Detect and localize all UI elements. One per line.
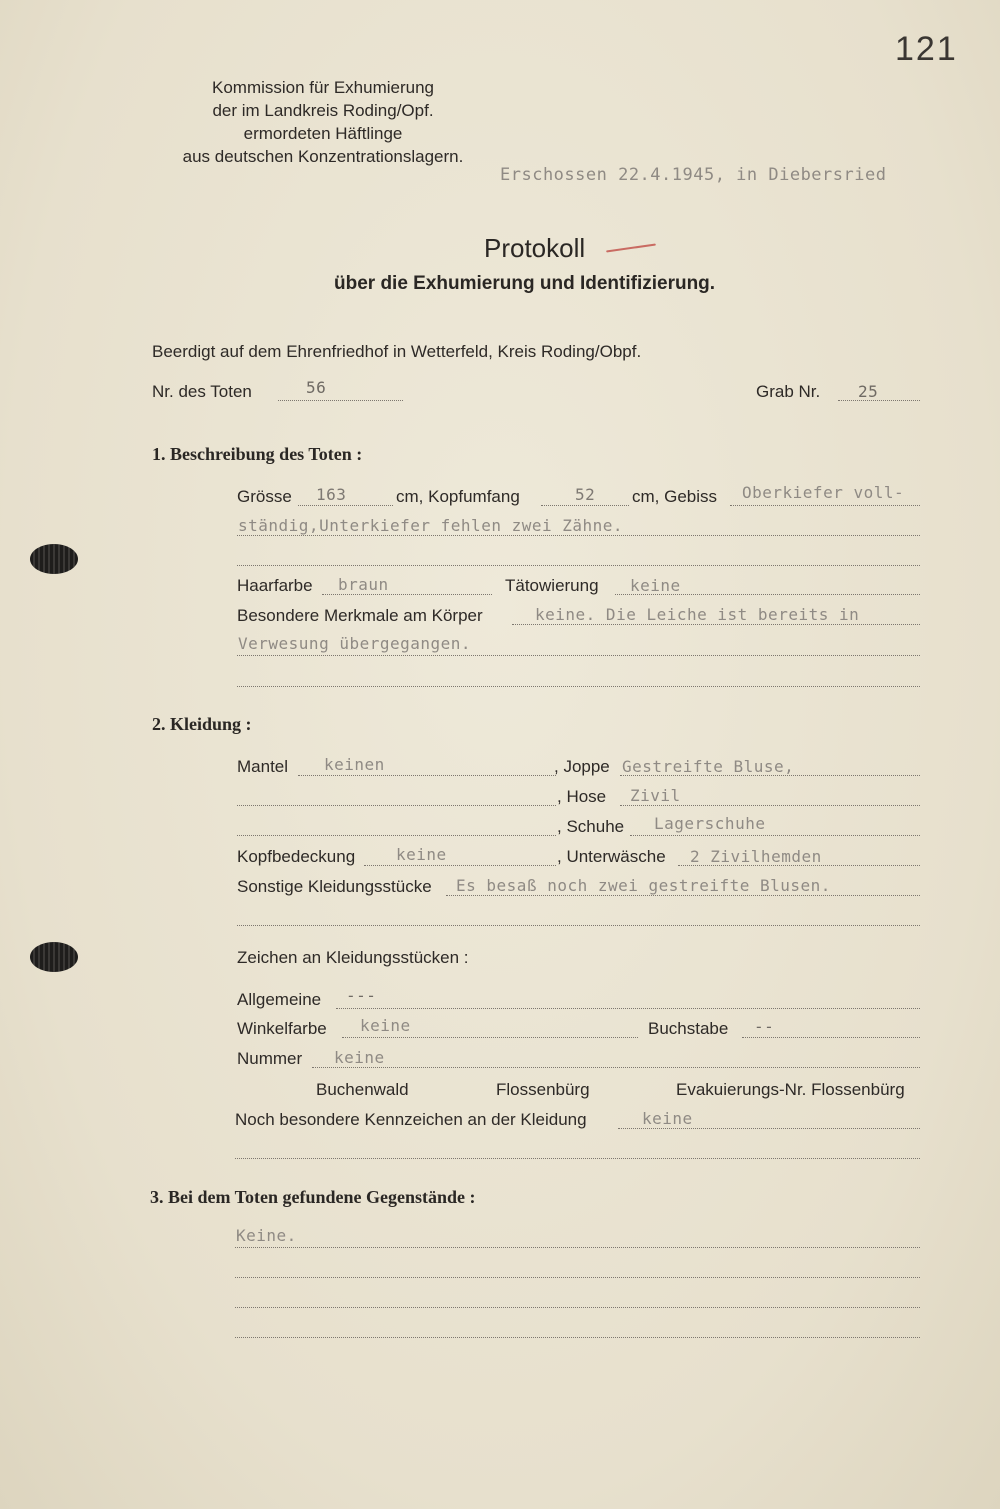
header-line-3: ermordeten Häftlinge <box>243 124 403 143</box>
red-pencil-mark <box>606 244 656 253</box>
taetowierung-label: Tätowierung <box>505 576 599 595</box>
taetowierung-value: keine <box>630 576 681 595</box>
typed-note: Erschossen 22.4.1945, in Diebersried <box>500 165 887 185</box>
sonstige-label: Sonstige Kleidungsstücke <box>237 877 432 896</box>
schuhe-label: , Schuhe <box>557 817 625 836</box>
winkelfarbe-label: Winkelfarbe <box>237 1019 327 1038</box>
kennzeichen-value: keine <box>642 1109 693 1128</box>
cm-gebiss-label: cm, Gebiss <box>632 487 718 506</box>
header-line-4: aus deutschen Konzentrationslagern. <box>182 147 464 166</box>
section-3-heading: 3. Bei dem Toten gefundene Gegenstände : <box>150 1187 476 1207</box>
grave-number-value: 25 <box>858 382 879 401</box>
camp-buchenwald: Buchenwald <box>316 1080 409 1099</box>
page-number: 121 <box>895 30 958 68</box>
punch-hole-top <box>30 544 78 574</box>
kopfbedeckung-value: keine <box>396 845 447 864</box>
zeichen-label: Zeichen an Kleidungsstücken : <box>237 948 469 967</box>
hose-value: Zivil <box>630 786 681 805</box>
sonstige-value: Es besaß noch zwei gestreifte Blusen. <box>456 876 831 895</box>
kennzeichen-label: Noch besondere Kennzeichen an der Kleidung <box>235 1110 587 1129</box>
unterwaesche-label: , Unterwäsche <box>557 847 666 866</box>
joppe-label: , Joppe <box>554 757 610 776</box>
section-2-heading: 2. Kleidung : <box>152 714 252 734</box>
section-1-heading: 1. Beschreibung des Toten : <box>152 444 363 464</box>
groesse-label: Grösse <box>237 487 292 506</box>
header-line-1: Kommission für Exhumierung <box>211 78 435 97</box>
gebiss-value-2: ständig,Unterkiefer fehlen zwei Zähne. <box>238 516 624 535</box>
page-title: Protokoll <box>484 233 586 263</box>
groesse-value: 163 <box>316 485 347 504</box>
commission-header <box>168 76 478 168</box>
camp-flossenbuerg: Flossenbürg <box>496 1080 590 1099</box>
kopfbedeckung-label: Kopfbedeckung <box>237 847 356 866</box>
haarfarbe-value: braun <box>338 575 389 594</box>
grave-number-label: Grab Nr. <box>756 382 821 401</box>
camp-evakuierung: Evakuierungs-Nr. Flossenbürg <box>676 1080 905 1099</box>
merkmale-label: Besondere Merkmale am Körper <box>237 606 483 625</box>
punch-hole-bottom <box>30 942 78 972</box>
winkelfarbe-value: keine <box>360 1016 411 1035</box>
allgemeine-value: --- <box>346 986 377 1005</box>
header-line-2: der im Landkreis Roding/Opf. <box>212 101 434 120</box>
allgemeine-label: Allgemeine <box>237 990 322 1009</box>
section-3-value: Keine. <box>236 1226 297 1245</box>
cm-kopfumfang-label: cm, Kopfumfang <box>396 487 520 506</box>
dead-number-value: 56 <box>306 378 327 397</box>
buchstabe-value: -- <box>754 1017 775 1036</box>
nummer-label: Nummer <box>237 1049 303 1068</box>
nummer-value: keine <box>334 1048 385 1067</box>
joppe-value: Gestreifte Bluse, <box>622 757 795 776</box>
burial-line: Beerdigt auf dem Ehrenfriedhof in Wetterfeld, Kreis Roding/Obpf. <box>152 342 642 361</box>
mantel-value: keinen <box>324 755 385 774</box>
merkmale-value-2: Verwesung übergegangen. <box>238 634 472 653</box>
hose-label: , Hose <box>557 787 607 806</box>
page-subtitle: über die Exhumierung und Identifizierung. <box>334 273 716 294</box>
gebiss-value-1: Oberkiefer voll- <box>742 483 905 502</box>
haarfarbe-label: Haarfarbe <box>237 576 313 595</box>
merkmale-value-1: keine. Die Leiche ist bereits in <box>535 605 860 624</box>
dead-number-label: Nr. des Toten <box>152 382 252 401</box>
kopfumfang-value: 52 <box>575 485 596 504</box>
buchstabe-label: Buchstabe <box>648 1019 729 1038</box>
mantel-label: Mantel <box>237 757 289 776</box>
schuhe-value: Lagerschuhe <box>654 814 766 833</box>
unterwaesche-value: 2 Zivilhemden <box>690 847 822 866</box>
